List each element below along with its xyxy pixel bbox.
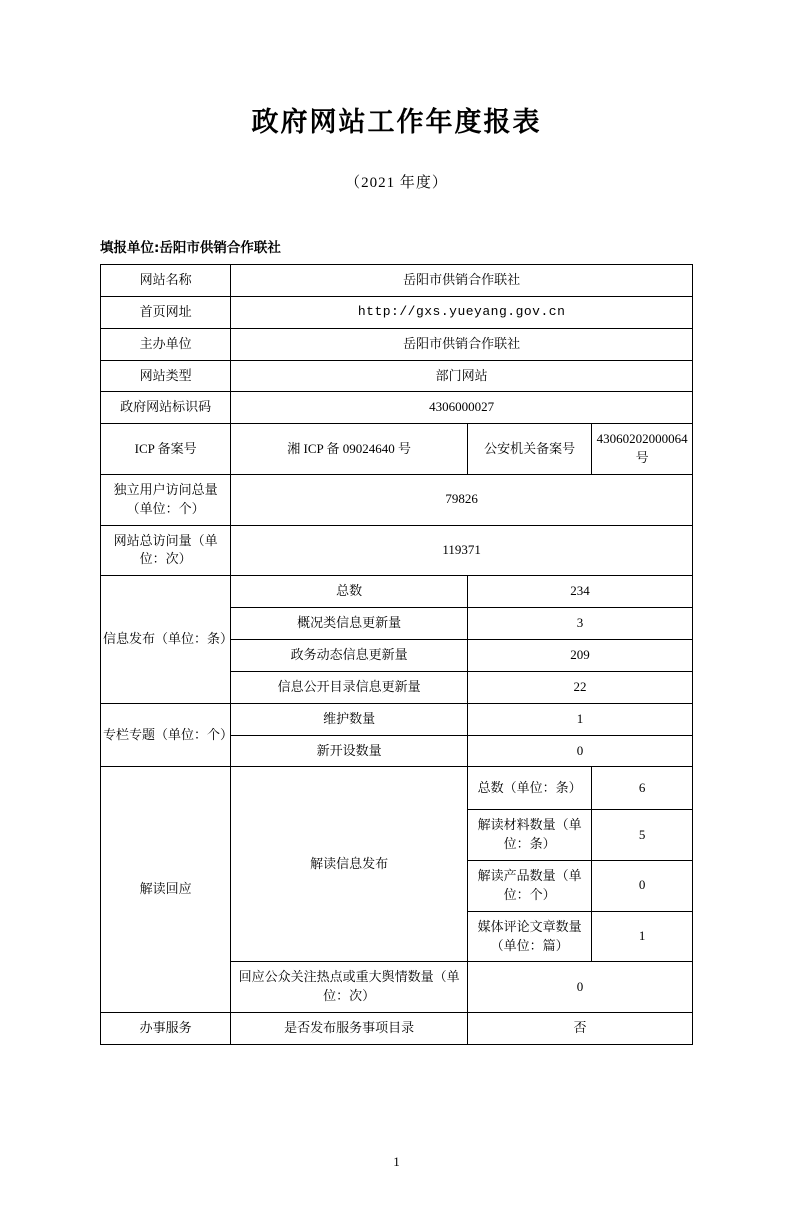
interpretation-item-value: 0	[592, 861, 693, 912]
site-name-label: 网站名称	[101, 265, 231, 297]
table-row	[101, 525, 693, 576]
icp-label: ICP 备案号	[101, 424, 231, 475]
interpretation-item-value: 1	[592, 911, 693, 962]
police-record-value: 43060202000064 号	[592, 424, 693, 475]
interpretation-item-label: 总数（单位：条）	[468, 767, 592, 810]
icp-value: 湘 ICP 备 09024640 号	[231, 424, 468, 475]
response-value: 0	[468, 962, 693, 1013]
table-row	[101, 360, 693, 392]
table-row	[101, 767, 693, 810]
column-topic-item-value: 0	[468, 735, 693, 767]
table-row	[101, 576, 693, 608]
service-label: 办事服务	[101, 1013, 231, 1045]
service-item-value: 否	[468, 1013, 693, 1045]
interpretation-item-value: 5	[592, 810, 693, 861]
info-publish-item-value: 22	[468, 671, 693, 703]
column-topic-item-label: 维护数量	[231, 703, 468, 735]
info-publish-item-label: 政务动态信息更新量	[231, 639, 468, 671]
info-publish-item-value: 209	[468, 639, 693, 671]
table-row	[101, 703, 693, 735]
total-visits-value: 119371	[231, 525, 693, 576]
table-row	[101, 392, 693, 424]
info-publish-item-label: 信息公开目录信息更新量	[231, 671, 468, 703]
total-visits-label: 网站总访问量（单位：次）	[101, 525, 231, 576]
unique-visitors-label: 独立用户访问总量（单位：个）	[101, 474, 231, 525]
interpretation-item-label: 解读材料数量（单位：条）	[468, 810, 592, 861]
unique-visitors-value: 79826	[231, 474, 693, 525]
police-record-label: 公安机关备案号	[468, 424, 592, 475]
interpretation-publish-label: 解读信息发布	[231, 767, 468, 962]
info-publish-item-label: 概况类信息更新量	[231, 608, 468, 640]
site-type-label: 网站类型	[101, 360, 231, 392]
info-publish-item-label: 总数	[231, 576, 468, 608]
table-row	[101, 1013, 693, 1045]
annual-report-table	[100, 264, 693, 1045]
reporting-unit-value: 岳阳市供销合作联社	[159, 240, 281, 256]
interpretation-label: 解读回应	[101, 767, 231, 1013]
site-code-value: 4306000027	[231, 392, 693, 424]
column-topic-item-label: 新开设数量	[231, 735, 468, 767]
reporting-unit-label: 填报单位:	[100, 240, 160, 256]
sponsor-label: 主办单位	[101, 328, 231, 360]
service-item-label: 是否发布服务事项目录	[231, 1013, 468, 1045]
document-page	[0, 100, 793, 1222]
interpretation-item-label: 解读产品数量（单位：个）	[468, 861, 592, 912]
table-row	[101, 424, 693, 475]
sponsor-value: 岳阳市供销合作联社	[231, 328, 693, 360]
site-type-value: 部门网站	[231, 360, 693, 392]
info-publish-label: 信息发布（单位：条）	[101, 576, 231, 703]
column-topic-item-value: 1	[468, 703, 693, 735]
page-subtitle: （2021 年度）	[345, 175, 448, 191]
column-topic-label: 专栏专题（单位：个）	[101, 703, 231, 767]
table-row	[101, 328, 693, 360]
homepage-label: 首页网址	[101, 296, 231, 328]
interpretation-item-value: 6	[592, 767, 693, 810]
info-publish-item-value: 234	[468, 576, 693, 608]
site-code-label: 政府网站标识码	[101, 392, 231, 424]
reporting-unit	[100, 236, 693, 256]
response-label: 回应公众关注热点或重大舆情数量（单位：次）	[231, 962, 468, 1013]
homepage-value: http://gxs.yueyang.gov.cn	[231, 296, 693, 328]
site-name-value: 岳阳市供销合作联社	[231, 265, 693, 297]
table-row	[101, 296, 693, 328]
interpretation-item-label: 媒体评论文章数量（单位：篇）	[468, 911, 592, 962]
table-row	[101, 265, 693, 297]
page-number: 1	[393, 1154, 400, 1169]
table-row	[101, 474, 693, 525]
page-title: 政府网站工作年度报表	[251, 107, 542, 138]
info-publish-item-value: 3	[468, 608, 693, 640]
